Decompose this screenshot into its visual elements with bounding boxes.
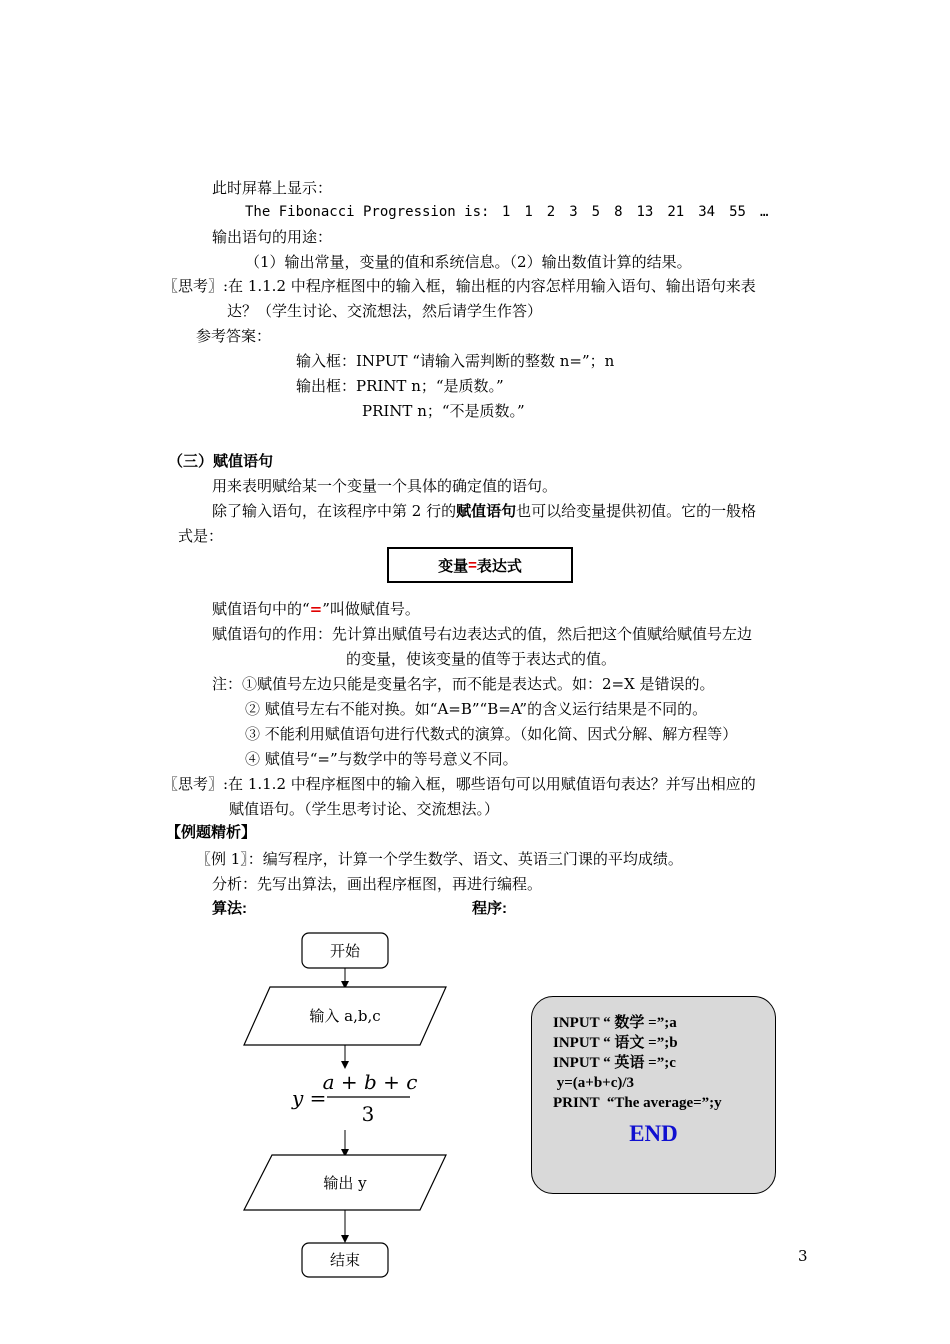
fib-value: 13 [636,204,654,220]
flowchart-formula-denominator: 3 [361,1102,375,1126]
section3-heading: （三）赋值语句 [168,453,274,470]
fib-value: 21 [667,204,685,220]
fib-value: 55 [729,204,746,220]
think1-line1: 〖思考〗:在 1.1.2 中程序框图中的输入框，输出框的内容怎样用输入语句、输出语句来表 [163,277,756,295]
section3-p2-line2: 式是： [178,527,224,545]
p3-equals: = [309,600,323,618]
flowchart-formula-numerator: a + b + c [322,1070,418,1094]
example-heading: 【例题精析】 [166,824,257,841]
p3-part-a: 赋值语句中的“ [212,600,310,618]
formula-equals: = [468,556,477,574]
fibonacci-output [245,202,768,222]
think2-line2: 赋值语句。（学生思考讨论、交流想法。） [229,800,500,818]
flowchart-formula-lhs: y = [292,1086,327,1110]
assignment-format-box [387,547,573,583]
algorithm-label: 算法: [212,900,247,917]
section3-p4-line2: 的变量，使该变量的值等于表达式的值。 [346,650,617,668]
section3-p2 [212,501,756,522]
fib-value: 2 [546,204,556,220]
flowchart-input-label: 输入 a,b,c [309,1007,381,1025]
p2-part-a: 除了输入语句，在该程序中第 2 行的 [212,502,457,520]
screen-display-intro: 此时屏幕上显示： [212,179,333,197]
example-1: 〖例 1〗：编写程序，计算一个学生数学、语文、英语三门课的平均成绩。 [196,850,683,868]
note-3: ③ 不能利用赋值语句进行代数式的演算。（如化简、因式分解、解方程等） [245,725,738,743]
fib-value: 3 [569,204,578,220]
section3-p3 [212,599,420,619]
fib-value: 8 [614,204,623,220]
output-usage-items: （1）输出常量，变量的值和系统信息。（2）输出数值计算的结果。 [245,253,692,271]
fib-value: 5 [591,204,601,220]
flowchart [230,925,460,1285]
answer-output2: PRINT n；“不是质数。” [362,402,525,420]
note-1: 注：①赋值号左边只能是变量名字，而不能是表达式。如：2=X 是错误的。 [212,675,715,693]
think1-line2: 达？（学生讨论、交流想法，然后请学生作答） [227,302,543,320]
p2-part-c: 也可以给变量提供初值。它的一般格 [516,502,757,520]
think2-line1: 〖思考〗:在 1.1.2 中程序框图中的输入框，哪些语句可以用赋值语句表达？并写出相应的 [163,775,756,793]
answer-title: 参考答案： [196,327,272,345]
section3-p4-line1: 赋值语句的作用：先计算出赋值号右边表达式的值，然后把这个值赋给赋值号左边 [212,625,753,643]
section3-p1: 用来表明赋给某一个变量一个具体的确定值的语句。 [212,477,558,495]
answer-input: 输入框：INPUT “请输入需判断的整数 n=”；n [296,352,615,370]
fib-value: 34 [698,204,716,220]
program-label: 程序: [472,900,507,917]
program-code-box [531,996,776,1194]
note-4: ④ 赋值号“=”与数学中的等号意义不同。 [245,750,518,768]
program-line-2: INPUT “ 语文 =”;b [553,1035,678,1051]
formula-expression: 表达式 [476,557,522,575]
fib-value: 1 [501,204,511,220]
p3-part-b: ”叫做赋值号。 [322,600,420,618]
flowchart-end-label: 结束 [329,1251,361,1269]
p2-bold-term: 赋值语句 [456,503,517,520]
program-line-5: PRINT “The average=”;y [553,1095,722,1111]
flowchart-output-label: 输出 y [323,1174,367,1192]
fib-value: … [759,204,769,220]
program-line-1: INPUT “ 数学 =”;a [553,1015,677,1031]
formula-variable: 变量 [438,557,469,575]
fib-value: 1 [524,204,533,220]
fib-label: The Fibonacci Progression is: [245,204,490,220]
example-analysis: 分析：先写出算法，画出程序框图，再进行编程。 [212,875,543,893]
answer-output1: 输出框：PRINT n；“是质数。” [296,377,504,395]
page-number: 3 [798,1247,808,1265]
note-2: ② 赋值号左右不能对换。如“A=B”“B=A”的含义运行结果是不同的。 [245,700,708,718]
program-line-4: y=(a+b+c)/3 [553,1075,635,1091]
output-usage-title: 输出语句的用途： [212,228,333,246]
fib-values [498,204,769,220]
flowchart-start-label: 开始 [329,942,361,960]
program-line-3: INPUT “ 英语 =”;c [553,1055,676,1071]
program-end: END [629,1121,678,1146]
